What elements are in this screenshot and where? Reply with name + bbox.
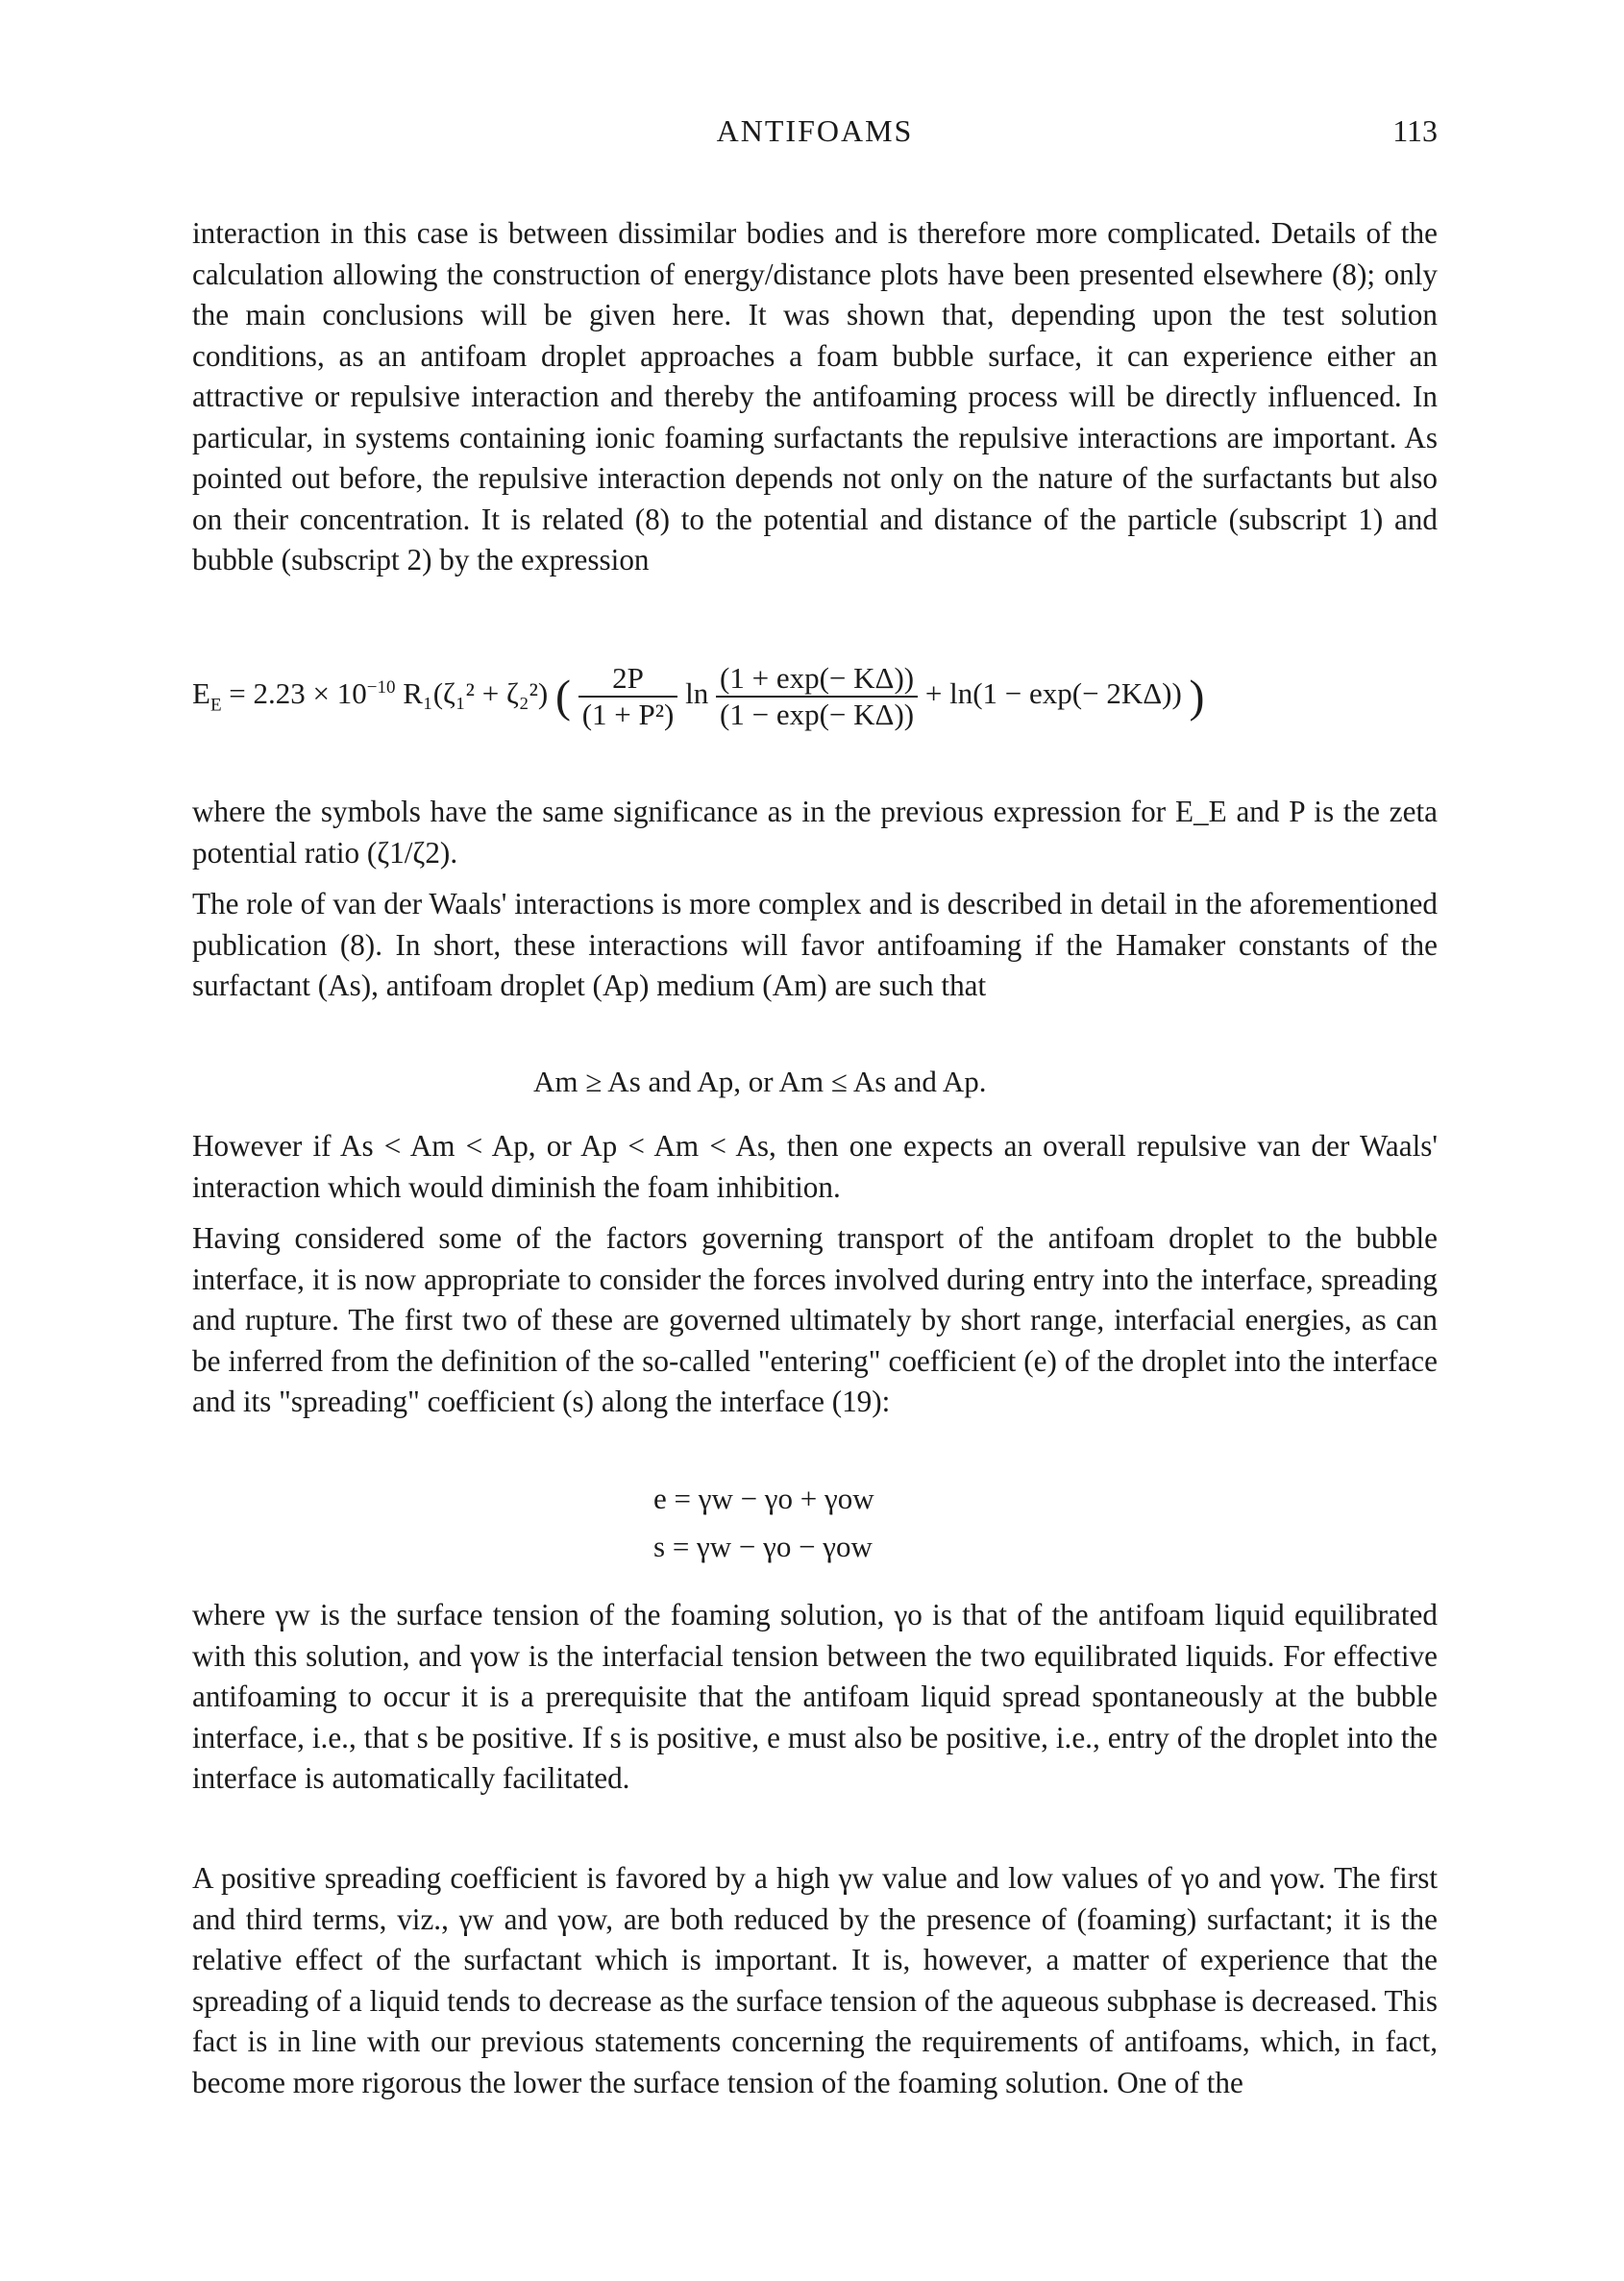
running-header (192, 113, 1438, 158)
ee-equals: = (229, 676, 246, 711)
running-title: ANTIFOAMS (716, 113, 914, 148)
paragraph-7-block (192, 1858, 1438, 2103)
paragraph-3-block (192, 884, 1438, 1007)
ee-exp: −10 (366, 676, 396, 698)
paragraph-2-block (192, 792, 1438, 873)
ee-frac1-num: 2P (612, 661, 644, 695)
ee-lhs-sub: E (209, 695, 222, 716)
paragraph-4-block (192, 1126, 1438, 1208)
paragraph-6-block (192, 1595, 1438, 1800)
paragraph-4: However if As < Am < Ap, or Ap < Am < As, then one expects an overall repulsive van der Waals' interaction which would diminish the foam inhibition. (192, 1129, 1438, 1204)
equation-ee (192, 661, 1205, 732)
ee-frac2-den: (1 − exp(− KΔ)) (716, 696, 918, 732)
ee-left-paren: ( (554, 671, 571, 723)
paragraph-5-block (192, 1218, 1438, 1423)
ee-ln: ln (685, 676, 709, 711)
equation-hamaker (533, 1065, 987, 1099)
ee-right-paren: ) (1189, 671, 1205, 723)
paragraph-3: The role of van der Waals' interactions is more complex and is described in detail in the aforementioned publication (8). In short, these interactions will favor antifoaming if the Hamaker constants of the surfactant (As), antifoam droplet (Ap) medium (Am) are such that (192, 887, 1438, 1002)
ee-fraction-1 (578, 661, 678, 732)
paragraph-6: where γw is the surface tension of the foaming solution, γo is that of the antifoam liquid equilibrated with this solution, and γow is the interfacial tension between the two equilibrated liquids. For effective antifoaming to occur it is a prerequisite that the antifoam liquid spread spontaneously at the bubble interface, i.e., that s be positive. If s is positive, e must also be positive, i.e., entry of the droplet into the interface is automatically facilitated. (192, 1598, 1438, 1795)
entering-coefficient: e = γw − γo + γow (653, 1482, 874, 1515)
hamaker-condition: Am ≥ As and Ap, or Am ≤ As and Ap. (533, 1065, 987, 1098)
paragraph-1-block (192, 213, 1438, 581)
paragraph-7: A positive spreading coefficient is favored by a high γw value and low values of γo and γow. The first and third terms, viz., γw and γow, are both reduced by the presence of (foaming) surfactant; it is the relative effect of the surfactant which is important. It is, however, a matter of experience that the spreading of a liquid tends to decrease as the surface tension of the aqueous subphase is decreased. This fact is in line with our previous statements concerning the requirements of antifoams, which, in fact, become more rigorous the lower the surface tension of the foaming solution. One of the (192, 1861, 1438, 2099)
page-number: 113 (1392, 113, 1438, 148)
ee-coef: 2.23 × 10 (253, 676, 367, 711)
equation-spreading (653, 1530, 873, 1564)
ee-frac1-den: (1 + P²) (578, 696, 678, 732)
ee-frac2-num: (1 + exp(− KΔ)) (720, 661, 915, 695)
paragraph-1: interaction in this case is between dissimilar bodies and is therefore more complicated. Details of the calculation allowing the construction of energy/distance plots have been presented elsewhere (8); only the main conclusions will be given here. It was shown that, depending upon the test solution conditions, as an antifoam droplet approaches a foam bubble surface, it can experience either an attractive or repulsive interaction and thereby the antifoaming process will be directly influenced. In particular, in systems containing ionic foaming surfactants the repulsive interactions are important. As pointed out before, the repulsive interaction depends not only on the nature of the surfactants but also on their concentration. It is related (8) to the potential and distance of the particle (subscript 1) and bubble (subscript 2) by the expression (192, 216, 1438, 576)
ee-fraction-2 (716, 661, 918, 732)
ee-factor: R₁(ζ₁² + ζ₂²) (403, 676, 549, 711)
spreading-coefficient: s = γw − γo − γow (653, 1530, 873, 1563)
ee-lhs: E (192, 676, 210, 711)
ee-tail: + ln(1 − exp(− 2KΔ)) (924, 676, 1182, 711)
paragraph-2: where the symbols have the same significance as in the previous expression for E_E and P is the zeta potential ratio (ζ1/ζ2). (192, 795, 1438, 870)
equation-entering (653, 1482, 874, 1516)
paragraph-5: Having considered some of the factors governing transport of the antifoam droplet to the bubble interface, it is now appropriate to consider the forces involved during entry into the interface, spreading and rupture. The first two of these are governed ultimately by short range, interfacial energies, as can be inferred from the definition of the so-called "entering" coefficient (e) of the droplet into the interface and its "spreading" coefficient (s) along the interface (19): (192, 1221, 1438, 1418)
